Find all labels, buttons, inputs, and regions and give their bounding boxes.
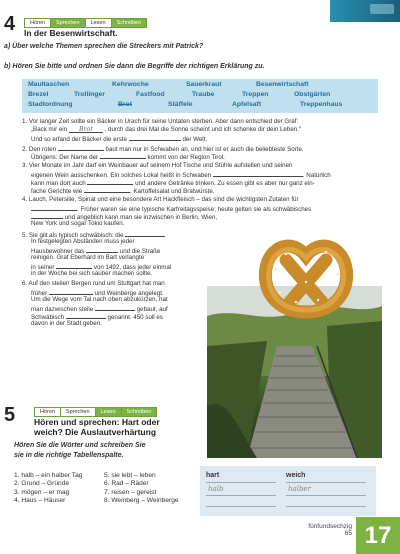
item-line: fache Gerichte wie , Kartoffelsalat und Bratwürste. bbox=[31, 188, 215, 195]
list-item: 8. Weinberg – Weinberge bbox=[104, 497, 179, 505]
item-line: 5. Sie gilt als typisch schwäbisch: die bbox=[22, 230, 165, 240]
page-word: fünfundsechzig bbox=[308, 523, 352, 530]
word: Trollinger bbox=[74, 91, 105, 98]
item-text: In festgelegten Abständen muss jeder bbox=[31, 238, 135, 245]
answer-blank[interactable] bbox=[58, 144, 104, 151]
item-line: eigenen Wein ausschenken. Ein solches Lokal heißt in Schwaben . Natürlich bbox=[31, 172, 331, 179]
answer-table bbox=[200, 466, 376, 516]
answer-blank[interactable] bbox=[31, 204, 77, 211]
item-line: Schwäbisch genannt. 450 soll es bbox=[31, 314, 163, 321]
item-line: in seiner von 1492, dass jeder einmal bbox=[31, 264, 172, 271]
exercise-number: 5 bbox=[4, 404, 16, 426]
item-line: früher und Weinberge angelegt. bbox=[31, 290, 164, 297]
word: Kehrwoche bbox=[112, 81, 149, 88]
page-label bbox=[308, 523, 352, 537]
word: Fastfood bbox=[136, 91, 165, 98]
list-item: 4. Haus – Häuser bbox=[14, 497, 66, 505]
question-b: b) Hören Sie bitte und ordnen Sie dann die Begriffe der richtigen Erklärung zu. bbox=[4, 63, 265, 70]
column-header-weich: weich bbox=[286, 472, 306, 479]
skill-hoeren: Hören bbox=[25, 19, 51, 27]
word: Stadtordnung bbox=[28, 101, 73, 108]
word: Brezel bbox=[28, 91, 49, 98]
skill-schreiben: Schreiben bbox=[112, 19, 147, 27]
question-a: a) Über welche Themen sprechen die Streckers mit Patrick? bbox=[4, 43, 204, 50]
item-line: . Früher waren sie eine typische Karfreitagsspeise; heute gelten sie als schwäbisches bbox=[31, 204, 311, 214]
exercise-title: weich? Die Auslautverhärtung bbox=[34, 427, 157, 437]
item-text: 4. Lauch, Petersilie, Spinat und eine besondere Art Hackfleisch – das sind die wichtigsten Zutaten für bbox=[22, 196, 299, 203]
answer-blank[interactable] bbox=[129, 134, 181, 141]
answer-blank[interactable] bbox=[86, 246, 118, 253]
answer-blank[interactable] bbox=[31, 212, 63, 219]
answer-line[interactable] bbox=[206, 495, 276, 496]
word: Maultaschen bbox=[28, 81, 70, 88]
instruction: sie in die richtige Tabellenspalte. bbox=[14, 452, 124, 459]
answer-blank[interactable] bbox=[125, 230, 165, 237]
answer-line[interactable] bbox=[206, 506, 276, 507]
answer-blank[interactable] bbox=[49, 288, 93, 295]
item-line: Übrigens: Der Name der kommt von der Region Tirol. bbox=[31, 154, 225, 161]
item-text: Um die Wege vom Tal nach oben abzukürzen, hat bbox=[31, 296, 168, 303]
answer-line[interactable] bbox=[286, 506, 366, 507]
item-text: 1. Vor langer Zeit sollte ein Bäcker in Urach für seine Untaten sterben. Aber dann entschied der Graf: bbox=[22, 118, 299, 125]
item-line: man dazwischen steile gebaut, auf bbox=[31, 306, 168, 313]
skill-tabs bbox=[24, 18, 147, 28]
item-line: und angeblich kann man sie inzwischen in Berlin, Wien, bbox=[31, 212, 217, 222]
answer-blank[interactable] bbox=[87, 178, 133, 185]
page-number: 17 bbox=[356, 517, 400, 554]
answer-blank[interactable] bbox=[213, 170, 303, 177]
word-box bbox=[22, 79, 378, 113]
skill-sprechen: Sprechen bbox=[51, 19, 86, 27]
divider bbox=[286, 482, 366, 483]
divider bbox=[206, 482, 276, 483]
answer-blank[interactable] bbox=[69, 126, 103, 133]
example-weich: halber bbox=[288, 485, 311, 493]
page-sub: 65 bbox=[344, 530, 352, 537]
item-text: davon in der Stadt geben. bbox=[31, 320, 102, 327]
corner-graphic bbox=[330, 0, 400, 22]
word: Besenwirtschaft bbox=[256, 81, 309, 88]
list-item: 6. Rad – Räder bbox=[104, 480, 149, 488]
skill-hoeren: Hören bbox=[35, 408, 61, 416]
answer-line[interactable] bbox=[286, 495, 366, 496]
list-item: 5. sie lebt – leben bbox=[104, 472, 156, 479]
item-text: reinigen. Graf Eberhard im Bart verlangte bbox=[31, 254, 145, 261]
word: Apfelsaft bbox=[232, 101, 262, 108]
handwritten-answer: Brot bbox=[78, 126, 93, 133]
item-text: in der Woche bei sich sauber machen sollte. bbox=[31, 270, 153, 277]
answer-blank[interactable] bbox=[66, 312, 106, 319]
item-line: kann man dort auch und andere Getränke trinken. Zu essen gibt es aber nur ganz ein- bbox=[31, 180, 315, 187]
column-header-hart: hart bbox=[206, 472, 220, 479]
skill-lesen: Lesen bbox=[96, 408, 122, 416]
exercise-number: 4 bbox=[4, 13, 16, 35]
item-line: Hausbewohner das und die Straße bbox=[31, 248, 161, 255]
list-item: 7. reisen – gereist bbox=[104, 488, 157, 496]
example-hart: halb bbox=[208, 485, 224, 493]
instruction: Hören Sie die Wörter und schreiben Sie bbox=[14, 442, 146, 449]
skill-lesen: Lesen bbox=[86, 19, 112, 27]
answer-blank[interactable] bbox=[56, 262, 92, 269]
pretzel-image bbox=[256, 230, 356, 325]
exercise-title: In der Besenwirtschaft. bbox=[24, 28, 118, 38]
item-text: 6. Auf den steilen Bergen rund um Stuttgart hat man bbox=[22, 280, 165, 287]
item-line: 2. Den roten baut man nur in Schwaben an, und hier ist er auch die beliebteste Sorte. bbox=[22, 146, 304, 153]
skill-schreiben: Schreiben bbox=[122, 408, 157, 416]
skill-sprechen: Sprechen bbox=[61, 408, 96, 416]
item-text: 3. Vier Monate im Jahr darf ein Weinbauer auf seinem Hof Tische und Stühle aufstellen und seinen bbox=[22, 162, 293, 169]
word: Sauerkraut bbox=[186, 81, 222, 88]
list-item: 2. Grund – Gründe bbox=[14, 480, 69, 488]
word: Traube bbox=[192, 91, 215, 98]
word-list-right bbox=[104, 472, 179, 506]
word: Treppenhaus bbox=[300, 101, 343, 108]
item-line: Und so erfand der Bäcker die erste der Welt. bbox=[31, 136, 208, 143]
exercise-title: Hören und sprechen: Hart oder bbox=[34, 417, 160, 427]
answer-blank[interactable] bbox=[95, 304, 135, 311]
word: Stäffele bbox=[168, 101, 193, 108]
list-item: 1. halb – ein halber Tag bbox=[14, 472, 83, 479]
answer-blank[interactable] bbox=[84, 186, 130, 193]
item-line: „Back mir ein Brot , durch das drei Mal die Sonne scheint und ich schenke dir dein Leben.“ bbox=[31, 126, 301, 133]
list-item: 3. mögen – er mag bbox=[14, 488, 70, 496]
word: Treppen bbox=[242, 91, 269, 98]
answer-blank[interactable] bbox=[100, 152, 146, 159]
word: Obstgärten bbox=[294, 91, 331, 98]
word-list-left bbox=[14, 472, 82, 506]
skill-tabs bbox=[34, 407, 157, 417]
item-text: New York und sogar Tokio kaufen. bbox=[31, 220, 125, 227]
word-struck: Brot bbox=[118, 101, 132, 108]
